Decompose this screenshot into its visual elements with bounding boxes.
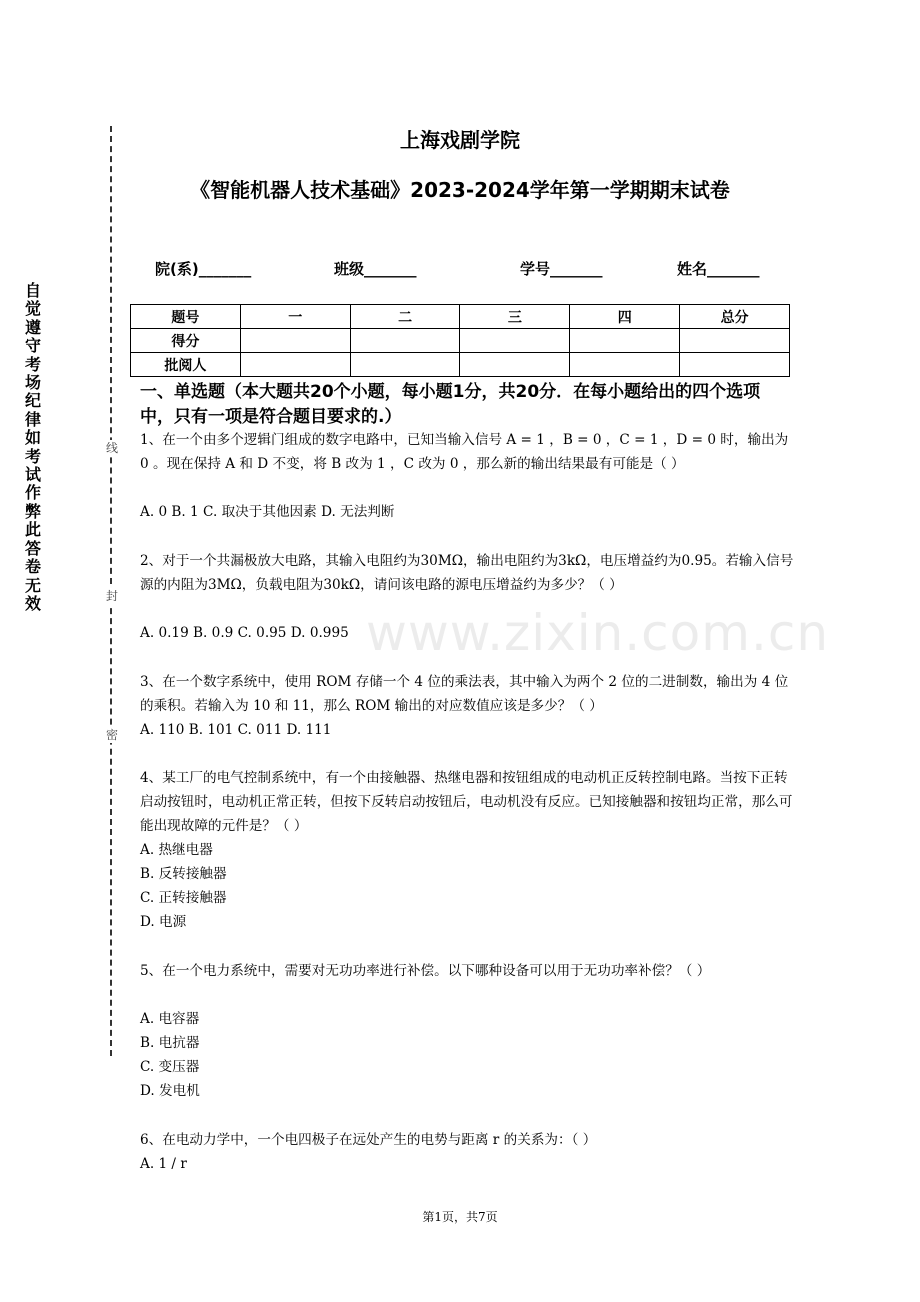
table-cell [350, 353, 460, 377]
question-4-stem: 4、某工厂的电气控制系统中，有一个由接触器、热继电器和按钮组成的电动机正反转控制电路。当按下正转启动按钮时，电动机正常正转，但按下反转启动按钮后，电动机没有反应。已知接触器和按钮均正常，那么可能出现故障的元件是？（ ） [140, 770, 793, 834]
score-row [131, 329, 790, 353]
question-5-option-b: B. 电抗器 [140, 1035, 200, 1051]
table-cell: 题号 [131, 305, 241, 329]
question-5-stem: 5、在一个电力系统中，需要对无功功率进行补偿。以下哪种设备可以用于无功功率补偿？（ ） [140, 963, 711, 979]
question-6-option-a: A. 1 / r [140, 1156, 187, 1172]
score-table-header-row [131, 305, 790, 329]
table-cell: 得分 [131, 329, 241, 353]
question-2-options: A. 0.19 B. 0.9 C. 0.95 D. 0.995 [140, 625, 349, 641]
binding-mark-feng: 封 [105, 589, 118, 603]
table-cell: 四 [570, 305, 680, 329]
table-cell [680, 353, 790, 377]
table-cell [570, 329, 680, 353]
question-4-option-c: C. 正转接触器 [140, 890, 227, 906]
table-cell [350, 329, 460, 353]
question-5-option-d: D. 发电机 [140, 1083, 200, 1099]
table-cell: 批阅人 [131, 353, 241, 377]
question-6-stem: 6、在电动力学中，一个电四极子在远处产生的电势与距离 r 的关系为：（ ） [140, 1132, 597, 1148]
page-number: 第1页，共7页 [422, 1210, 498, 1224]
grader-row [131, 353, 790, 377]
seal-warning-text: 自觉遵守考场纪律如考试作弊此答卷无效 [24, 281, 41, 613]
student-id-field: 学号_______ [520, 260, 603, 278]
table-cell [460, 353, 570, 377]
table-cell [570, 353, 680, 377]
table-cell: 总分 [680, 305, 790, 329]
watermark: www.zixin.com.cn [366, 604, 830, 662]
score-table [130, 304, 790, 377]
question-1-options: A. 0 B. 1 C. 取决于其他因素 D. 无法判断 [140, 504, 395, 520]
binding-mark-xian: 线 [105, 441, 118, 455]
table-cell: 二 [350, 305, 460, 329]
department-field: 院(系)_______ [155, 260, 252, 278]
question-3-options: A. 110 B. 101 C. 011 D. 111 [140, 722, 332, 738]
question-3-stem: 3、在一个数字系统中，使用 ROM 存储一个 4 位的乘法表，其中输入为两个 2 位的二进制数，输出为 4 位的乘积。若输入为 10 和 11，那么 ROM 输出的对应数值应该是多少？（ ） [140, 674, 789, 714]
question-2-stem: 2、对于一个共漏极放大电路，其输入电阻约为30MΩ，输出电阻约为3kΩ，电压增益约为0.95。若输入信号源的内阻为3MΩ，负载电阻为30kΩ，请问该电路的源电压增益约为多少？（ ） [140, 553, 794, 593]
table-cell [240, 329, 350, 353]
name-field: 姓名_______ [677, 260, 760, 278]
question-4-option-d: D. 电源 [140, 914, 187, 930]
table-cell: 三 [460, 305, 570, 329]
question-4-option-a: A. 热继电器 [140, 842, 213, 858]
table-cell: 一 [240, 305, 350, 329]
table-cell [240, 353, 350, 377]
table-cell [680, 329, 790, 353]
table-cell [460, 329, 570, 353]
question-1-stem: 1、在一个由多个逻辑门组成的数字电路中，已知当输入信号 A = 1 ，B = 0 ，C = 1 ，D = 0 时，输出为 0 。现在保持 A 和 D 不变，将 B 改为 1 ，C 改为 0 ，那么新的输出结果最有可能是（ ） [140, 432, 793, 472]
exam-title: 《智能机器人技术基础》2023-2024学年第一学期期末试卷 [190, 178, 730, 202]
question-4-option-b: B. 反转接触器 [140, 866, 227, 882]
binding-mark-mi: 密 [105, 728, 118, 742]
school-title: 上海戏剧学院 [400, 128, 520, 152]
section-heading: 一、单选题（本大题共20个小题，每小题1分，共20分．在每小题给出的四个选项中，只有一项是符合题目要求的.） [140, 382, 761, 427]
question-5-option-c: C. 变压器 [140, 1059, 200, 1075]
question-5-option-a: A. 电容器 [140, 1011, 200, 1027]
class-field: 班级_______ [334, 260, 417, 278]
